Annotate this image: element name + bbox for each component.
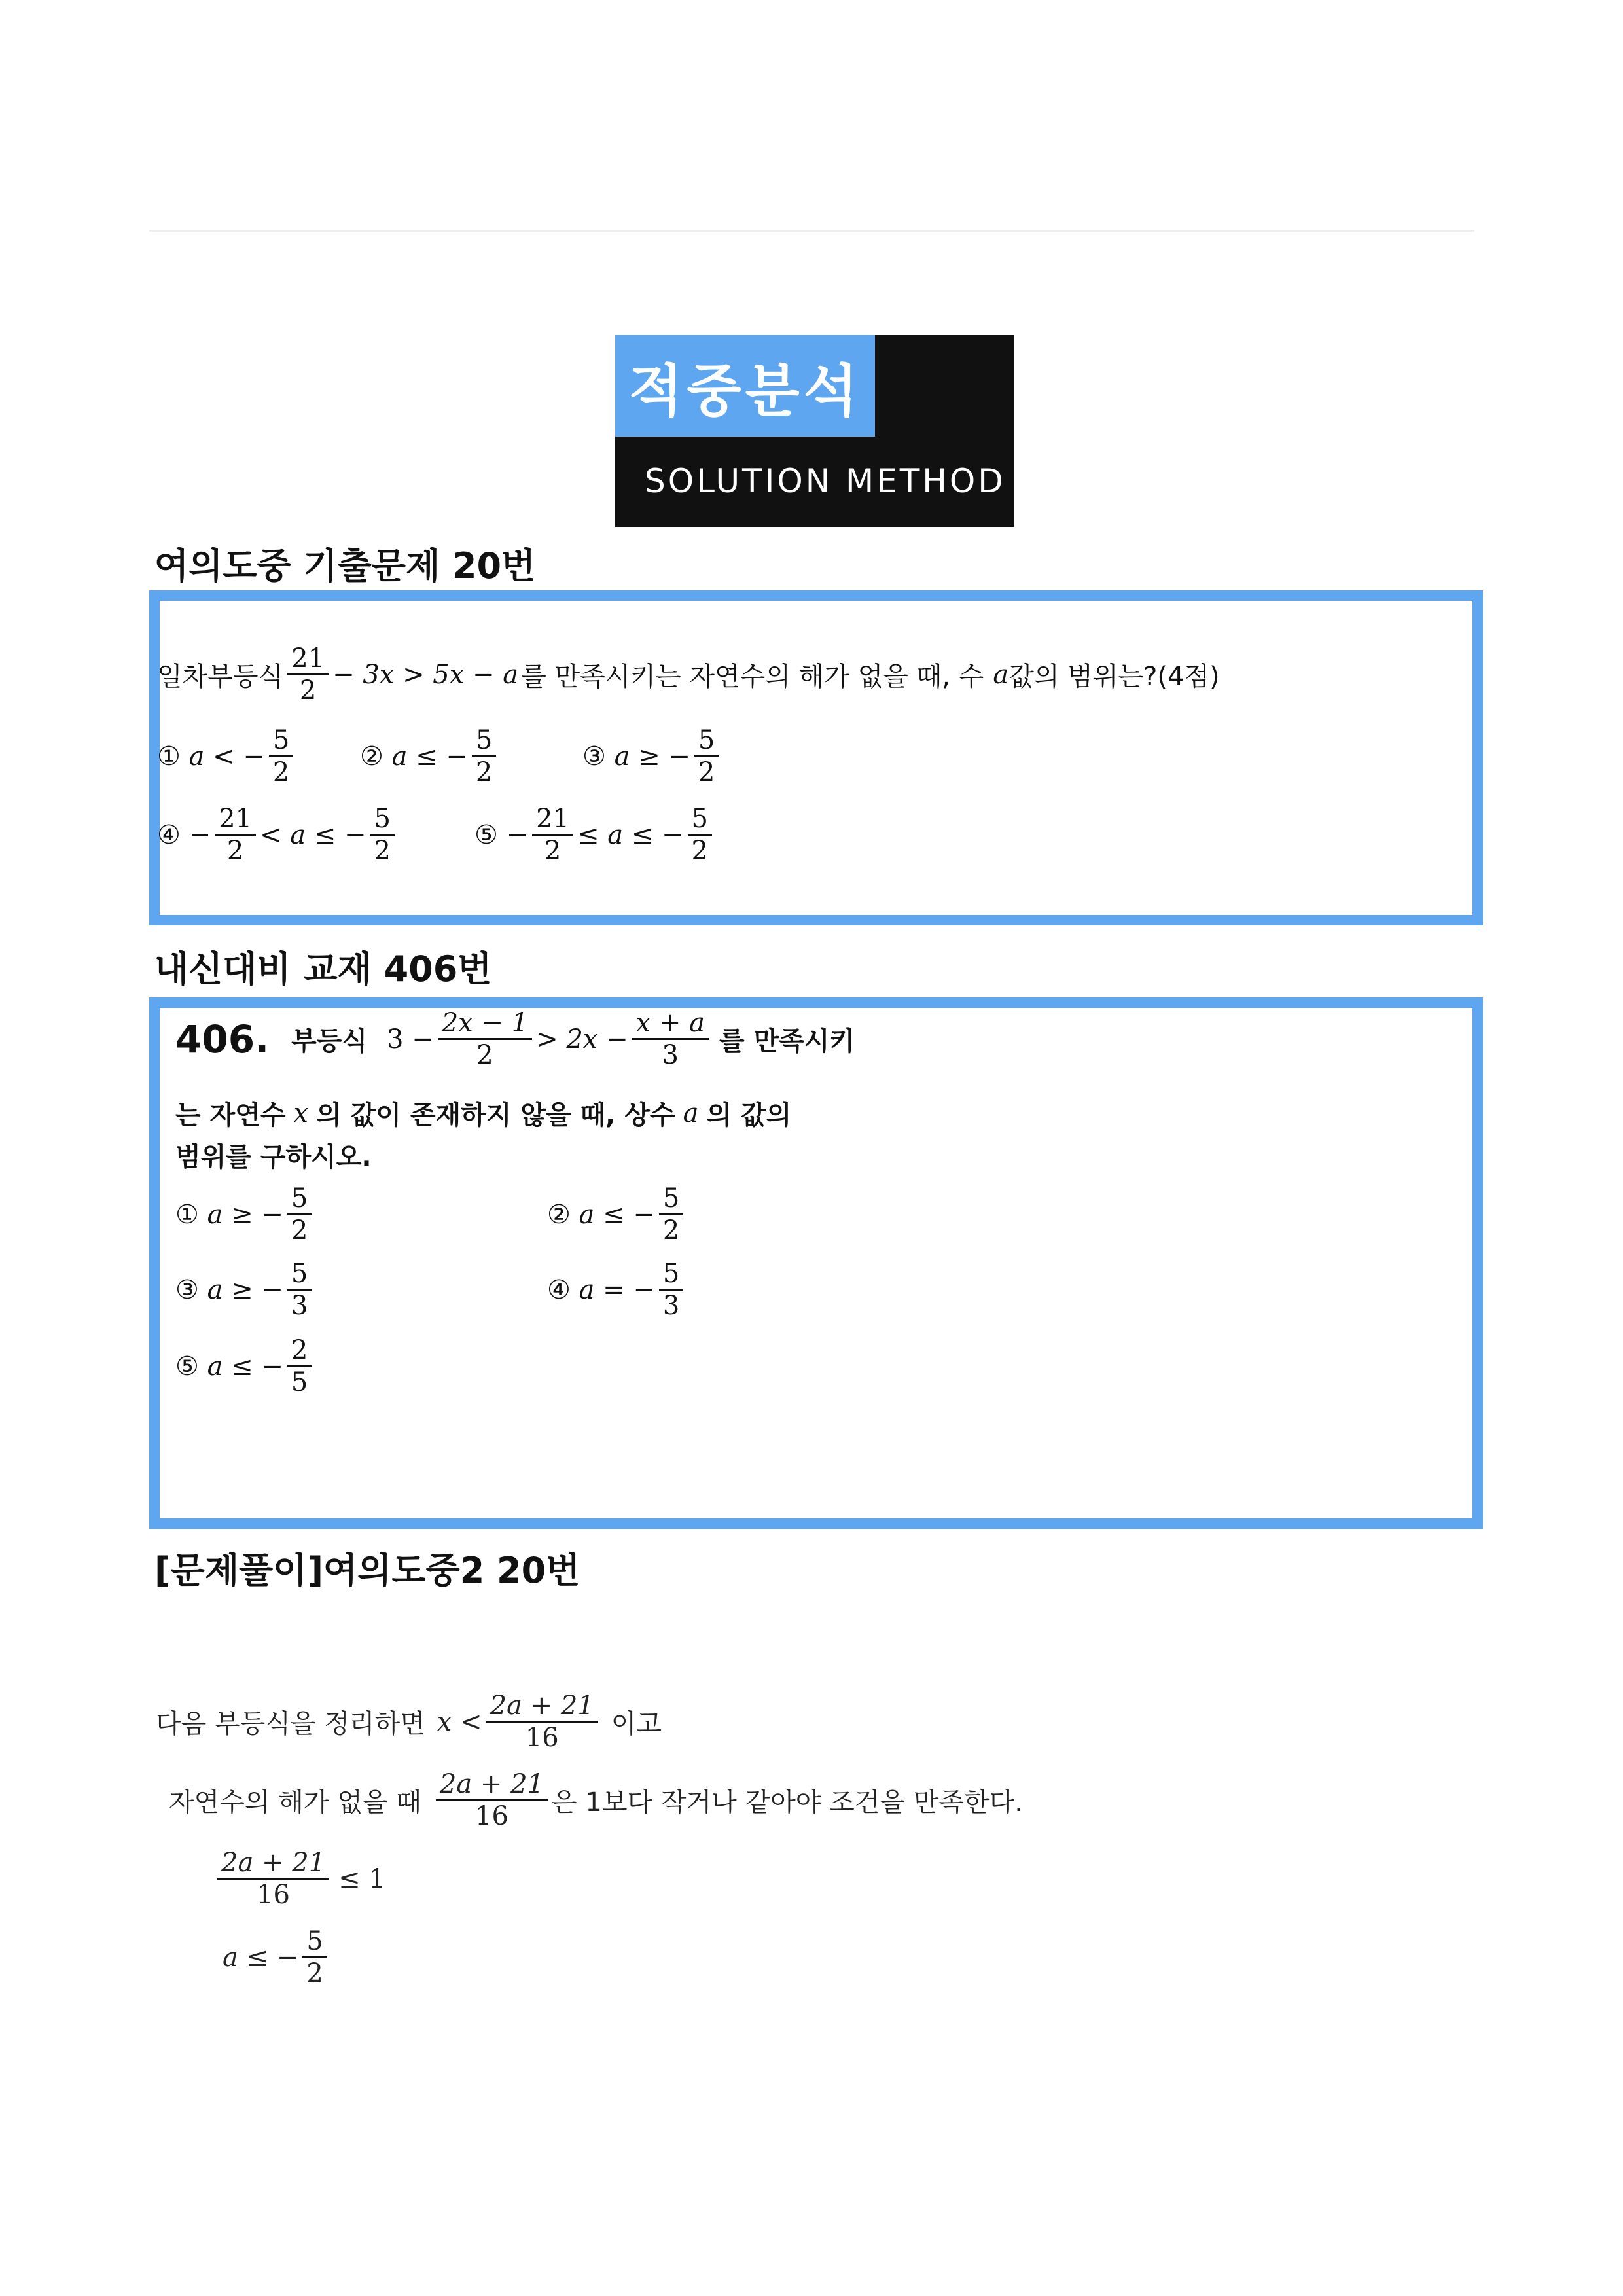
section2-heading: 내신대비 교재 406번 bbox=[154, 948, 492, 990]
section2-choice-3: ③ a ≥ − $\frac{5}{3}$ bbox=[175, 1260, 315, 1319]
section1-choice-3: ③ a ≥ − $\frac{5}{2}$ bbox=[582, 726, 722, 786]
badge-title: 적중분석 bbox=[615, 335, 875, 437]
section2-choice-2: ② a ≤ − $\frac{5}{2}$ bbox=[547, 1185, 687, 1244]
section2-choice-1: ① a ≥ − $\frac{5}{2}$ bbox=[175, 1185, 315, 1244]
section2-question-line3: 범위를 구하시오. bbox=[175, 1142, 372, 1172]
section1-question: 일차부등식 $\frac{21}{2}$ − 3x > 5x − a 를 만족시키는 자연수의 해가 없을 때, 수 a 값의 범위는?(4점) bbox=[157, 643, 1220, 706]
section1-choice-5: ⑤ − $\frac{21}{2}$ ≤ a ≤ − $\frac{5}{2}$ bbox=[474, 805, 716, 865]
badge-subtitle: SOLUTION METHOD bbox=[645, 462, 1006, 500]
section2-choice-5: ⑤ a ≤ − $\frac{2}{5}$ bbox=[175, 1336, 315, 1396]
section1-choice-4: ④ − $\frac{21}{2}$ < a ≤ − $\frac{5}{2}$ bbox=[157, 805, 399, 865]
section2-question-line1: 406. 부등식 3 − $\frac{2x - 1}{2}$ > 2x − $\frac{x + a}{3}$ 를 만족시키 bbox=[175, 1008, 855, 1070]
section1-box bbox=[149, 590, 1483, 925]
solution-line-2: 자연수의 해가 없을 때 $\frac{2a + 21}{16}$ 은 1보다 작거나 같아야 조건을 만족한다. bbox=[169, 1769, 1024, 1831]
question-fraction: $\frac{21}{2}$ bbox=[287, 645, 329, 704]
section2-choice-4: ④ a = − $\frac{5}{3}$ bbox=[547, 1260, 687, 1319]
section1-heading: 여의도중 기출문제 20번 bbox=[154, 545, 536, 586]
solution-line-3: $\frac{2a + 21}{16}$ ≤ 1 bbox=[213, 1849, 385, 1909]
solution-line-1: 다음 부등식을 정리하면 x < $\frac{2a + 21}{16}$ 이고 bbox=[156, 1691, 662, 1753]
top-divider bbox=[149, 230, 1474, 232]
section2-box bbox=[149, 997, 1483, 1529]
section1-choice-2: ② a ≤ − $\frac{5}{2}$ bbox=[360, 726, 500, 786]
solution-line-4: a ≤ − $\frac{5}{2}$ bbox=[223, 1928, 331, 1987]
section1-choice-1: ① a < − $\frac{5}{2}$ bbox=[157, 726, 297, 786]
section3-heading: [문제풀이]여의도중2 20번 bbox=[154, 1550, 580, 1591]
section2-question-line2: 는 자연수 x 의 값이 존재하지 않을 때, 상수 a 의 값의 bbox=[175, 1098, 792, 1130]
